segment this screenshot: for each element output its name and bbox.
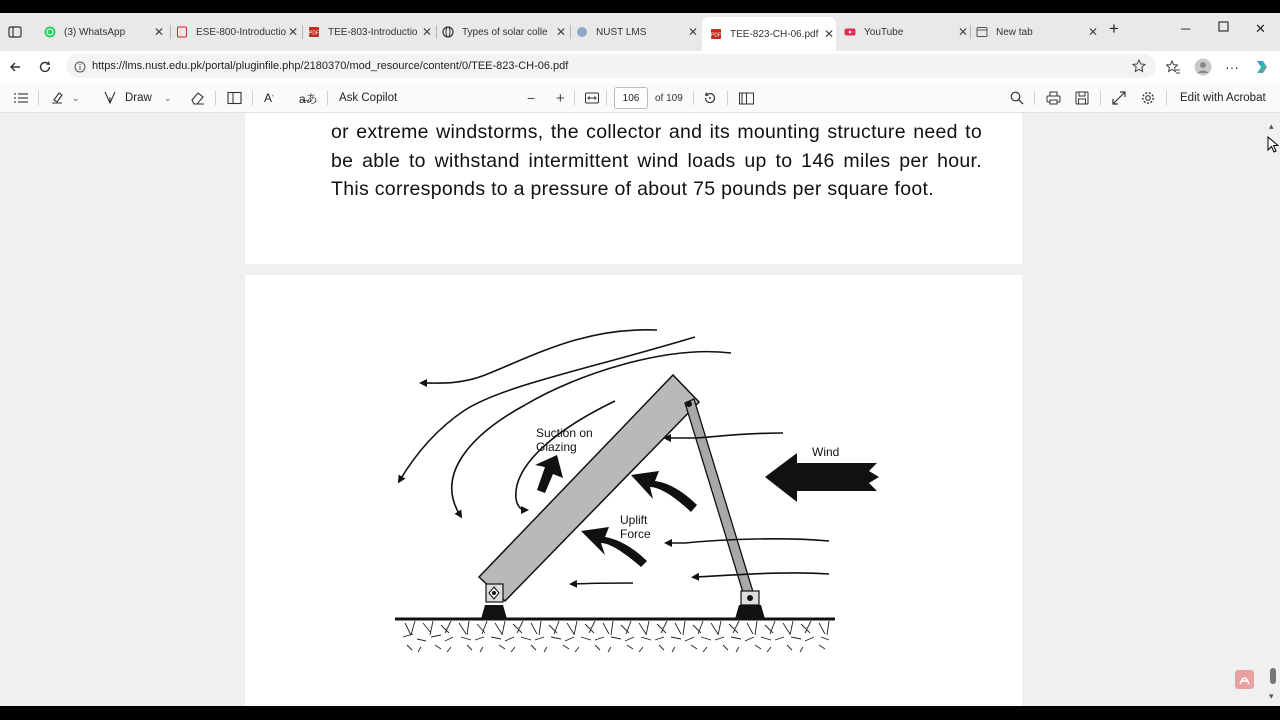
back-arrow-icon[interactable]: [8, 54, 22, 80]
vertical-scrollbar[interactable]: [1266, 113, 1280, 706]
label-wind: Wind: [812, 445, 840, 459]
pdf-page: [245, 113, 1022, 264]
scroll-down-arrow-icon[interactable]: ▾: [1269, 691, 1274, 701]
fullscreen-icon[interactable]: [1112, 83, 1126, 113]
chevron-down-icon[interactable]: ⌄: [164, 92, 172, 103]
page-view-icon[interactable]: [739, 83, 754, 113]
rotate-icon[interactable]: [703, 83, 717, 113]
label-suction-line2: Glazing: [536, 440, 577, 454]
site-info-icon[interactable]: [74, 60, 86, 78]
scrollbar-thumb[interactable]: [1270, 668, 1276, 684]
save-icon[interactable]: [1075, 83, 1089, 113]
tab-solar-collectors[interactable]: [434, 18, 568, 46]
label-uplift-line2: Force: [620, 527, 651, 541]
text-box-icon[interactable]: [227, 83, 242, 113]
search-icon[interactable]: [1010, 83, 1024, 113]
eraser-icon[interactable]: [190, 83, 205, 113]
ask-copilot-label: Ask Copilot: [339, 92, 398, 104]
tab-strip: [0, 13, 1280, 51]
tab-ese-800[interactable]: [168, 18, 300, 46]
globe-icon: [442, 26, 454, 38]
close-icon[interactable]: ✕: [421, 25, 433, 39]
pdf-toolbar: [0, 83, 1280, 113]
tab-youtube[interactable]: [836, 18, 970, 46]
zoom-in-button[interactable]: +: [556, 89, 565, 107]
pdf-icon: [308, 26, 320, 38]
address-bar[interactable]: [66, 54, 1156, 78]
read-aloud-icon[interactable]: A ʼ: [264, 91, 274, 105]
tab-title: YouTube: [864, 26, 904, 38]
tab-tee-803[interactable]: [300, 18, 434, 46]
maximize-button[interactable]: [1218, 20, 1229, 35]
taskbar-edge: [0, 706, 1280, 720]
url-text: https://lms.nust.edu.pk/portal/pluginfile.php/2180370/mod_resource/content/0/TEE-823-CH-06.pdf: [92, 60, 569, 72]
whatsapp-icon: [44, 26, 56, 38]
close-icon[interactable]: ✕: [823, 27, 835, 41]
tab-actions-icon[interactable]: [8, 17, 22, 47]
profile-avatar[interactable]: [1194, 54, 1212, 80]
tab-new-tab[interactable]: [968, 18, 1100, 46]
draw-pen-icon: [103, 90, 117, 107]
zoom-out-button[interactable]: −: [527, 90, 536, 106]
tab-title: ESE-800-Introductio: [196, 26, 286, 38]
edit-with-acrobat-button[interactable]: Edit with Acrobat: [1180, 92, 1266, 104]
tab-title: (3) WhatsApp: [64, 26, 126, 38]
pdf-icon: [176, 26, 188, 38]
globe-icon: [576, 26, 588, 38]
left-mount: [481, 584, 507, 619]
tab-tee-823-active[interactable]: [702, 17, 836, 51]
page-total: of 109: [655, 92, 683, 104]
close-icon[interactable]: ✕: [287, 25, 299, 39]
label-suction-line1: Suction on: [536, 426, 593, 440]
address-toolbar: [0, 51, 1280, 83]
acrobat-badge-icon[interactable]: [1235, 670, 1254, 689]
ask-copilot-button[interactable]: [339, 83, 397, 113]
chevron-down-icon[interactable]: ⌄: [72, 92, 80, 103]
svg-text:PDF: PDF: [309, 30, 319, 37]
close-icon[interactable]: ✕: [1087, 25, 1099, 39]
print-icon[interactable]: [1046, 83, 1061, 113]
scroll-up-arrow-icon[interactable]: ▴: [1269, 121, 1274, 131]
refresh-icon[interactable]: [38, 54, 52, 80]
tab-title: NUST LMS: [596, 26, 647, 38]
draw-label: Draw: [125, 92, 152, 104]
fit-width-icon[interactable]: [585, 83, 599, 113]
tab-title: New tab: [996, 26, 1033, 38]
mouse-cursor-icon: [1267, 136, 1279, 154]
copilot-icon[interactable]: [1253, 54, 1271, 80]
gear-icon[interactable]: [1141, 83, 1155, 113]
tab-title: TEE-803-Introductio: [328, 26, 418, 38]
close-icon[interactable]: ✕: [957, 25, 969, 39]
newtab-icon: [976, 26, 988, 38]
more-menu-icon[interactable]: ···: [1225, 59, 1239, 75]
close-icon[interactable]: ✕: [153, 25, 165, 39]
label-uplift-line1: Uplift: [620, 513, 648, 527]
youtube-icon: [844, 26, 856, 38]
support-strut: [685, 399, 754, 599]
svg-text:PDF: PDF: [711, 32, 721, 39]
highlight-icon[interactable]: [50, 83, 64, 113]
new-tab-button[interactable]: +: [1109, 19, 1119, 38]
contents-icon[interactable]: [14, 83, 28, 113]
tab-title: Types of solar colle: [462, 26, 548, 38]
right-mount: [735, 591, 765, 619]
browser-window: [0, 13, 1280, 706]
pdf-page: [245, 275, 1022, 706]
body-paragraph: or extreme windstorms, the collector and its mounting structure need to be able to withstand intermittent wind loads up to 146 miles per hour. This corresponds to a pressure of about 75 pounds per square foot.: [331, 121, 982, 200]
favorite-star-icon[interactable]: [1132, 59, 1146, 78]
tab-whatsapp[interactable]: [36, 18, 166, 46]
tab-title: TEE-823-CH-06.pdf: [730, 28, 819, 40]
tab-nust-lms[interactable]: [568, 18, 700, 46]
page-number-input[interactable]: 106: [614, 87, 648, 109]
close-icon[interactable]: ✕: [687, 25, 699, 39]
translate-icon[interactable]: a̶あ: [299, 91, 318, 106]
ground-hatch: [403, 621, 829, 652]
favorites-icon[interactable]: [1166, 54, 1181, 80]
pdf-viewer[interactable]: [0, 113, 1280, 706]
close-window-button[interactable]: ✕: [1255, 21, 1266, 36]
pdf-icon: [710, 28, 722, 40]
wind-load-figure: [245, 275, 1022, 706]
draw-button[interactable]: [103, 83, 152, 113]
close-icon[interactable]: ✕: [555, 25, 567, 39]
minimize-button[interactable]: ─: [1181, 21, 1191, 36]
